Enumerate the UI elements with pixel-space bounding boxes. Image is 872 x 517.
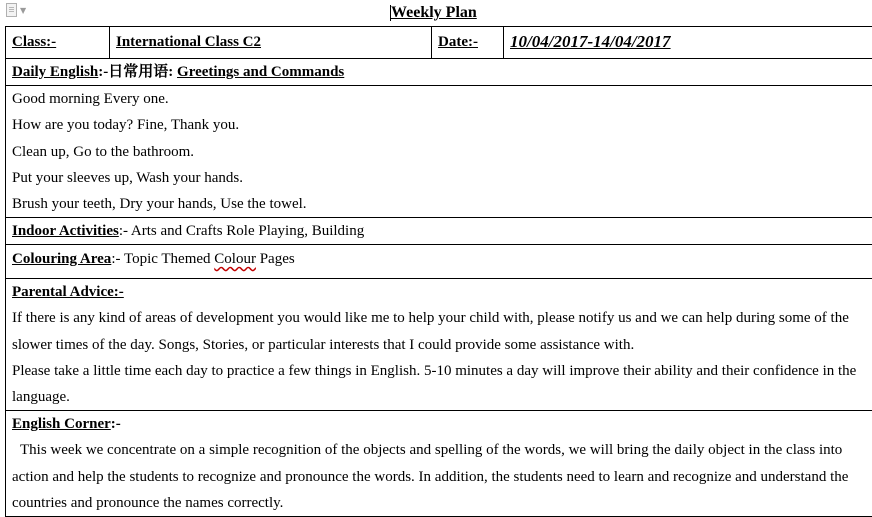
- document-icon[interactable]: [6, 3, 28, 17]
- colouring-area-row: [6, 245, 872, 279]
- list-item: Brush your teeth, Dry your hands, Use the towel.: [12, 196, 307, 213]
- class-value-cell: [110, 27, 432, 59]
- daily-english-lines-row: [6, 86, 872, 218]
- class-value: International Class C2: [116, 34, 262, 50]
- daily-english-row: [6, 59, 872, 87]
- colouring-text-squiggle: Colour: [214, 251, 256, 268]
- page-title: Weekly Plan: [391, 2, 477, 24]
- date-label-cell: [432, 27, 504, 59]
- class-label: Class:-: [12, 34, 57, 50]
- advice-paragraph-1: If there is any kind of areas of development you would like me to help your child with, please notify us and we can help during some of the slower times of the day. Songs, Stories, or particular interests that I could provide some assistance with.: [12, 310, 849, 353]
- corner-label: English Corner: [12, 416, 111, 433]
- date-value: 10/04/2017-14/04/2017: [510, 32, 671, 51]
- daily-english-label: Daily English: [12, 64, 99, 80]
- daily-english-separator: :-日常用语:: [98, 64, 178, 80]
- english-corner-row: [6, 411, 872, 517]
- colouring-label: Colouring Area: [12, 251, 112, 268]
- chevron-down-icon: ▼: [20, 5, 27, 15]
- class-label-cell: [6, 27, 110, 59]
- page-glyph: [6, 3, 17, 17]
- colouring-text-after: Pages: [255, 251, 295, 268]
- corner-label-suffix: :-: [110, 416, 121, 433]
- header-row: [6, 27, 872, 59]
- corner-paragraph-text: This week we concentrate on a simple recognition of the objects and spelling of the words, we will bring the daily object in the class into action and help the students to recognize and pronounce the words. In addition, the students need to learn and recognize and understand the countries and pronounce the names correctly.: [12, 442, 849, 511]
- indoor-label: Indoor Activities: [12, 223, 119, 240]
- list-item: Clean up, Go to the bathroom.: [12, 143, 195, 160]
- daily-english-heading: [6, 59, 872, 86]
- indoor-text: :- Arts and Crafts Role Playing, Building: [118, 223, 365, 240]
- date-value-cell: [504, 27, 872, 59]
- corner-paragraph: [12, 437, 866, 516]
- weekly-plan-table: [5, 26, 872, 517]
- corner-heading: [12, 411, 866, 437]
- date-label: Date:-: [438, 34, 478, 50]
- parental-advice-row: [6, 279, 872, 411]
- list-item: Put your sleeves up, Wash your hands.: [12, 169, 243, 186]
- indoor-activities-row: [6, 218, 872, 245]
- daily-english-topic: Greetings and Commands: [177, 64, 345, 80]
- colouring-text-before: :- Topic Themed: [111, 251, 215, 268]
- list-item: How are you today? Fine, Thank you.: [12, 117, 240, 134]
- advice-paragraph-2: Please take a little time each day to practice a few things in English. 5-10 minutes a day will improve their ability and their confidence in the language.: [12, 362, 857, 406]
- advice-label: Parental Advice:-: [12, 284, 124, 301]
- list-item: Good morning Every one.: [12, 91, 169, 108]
